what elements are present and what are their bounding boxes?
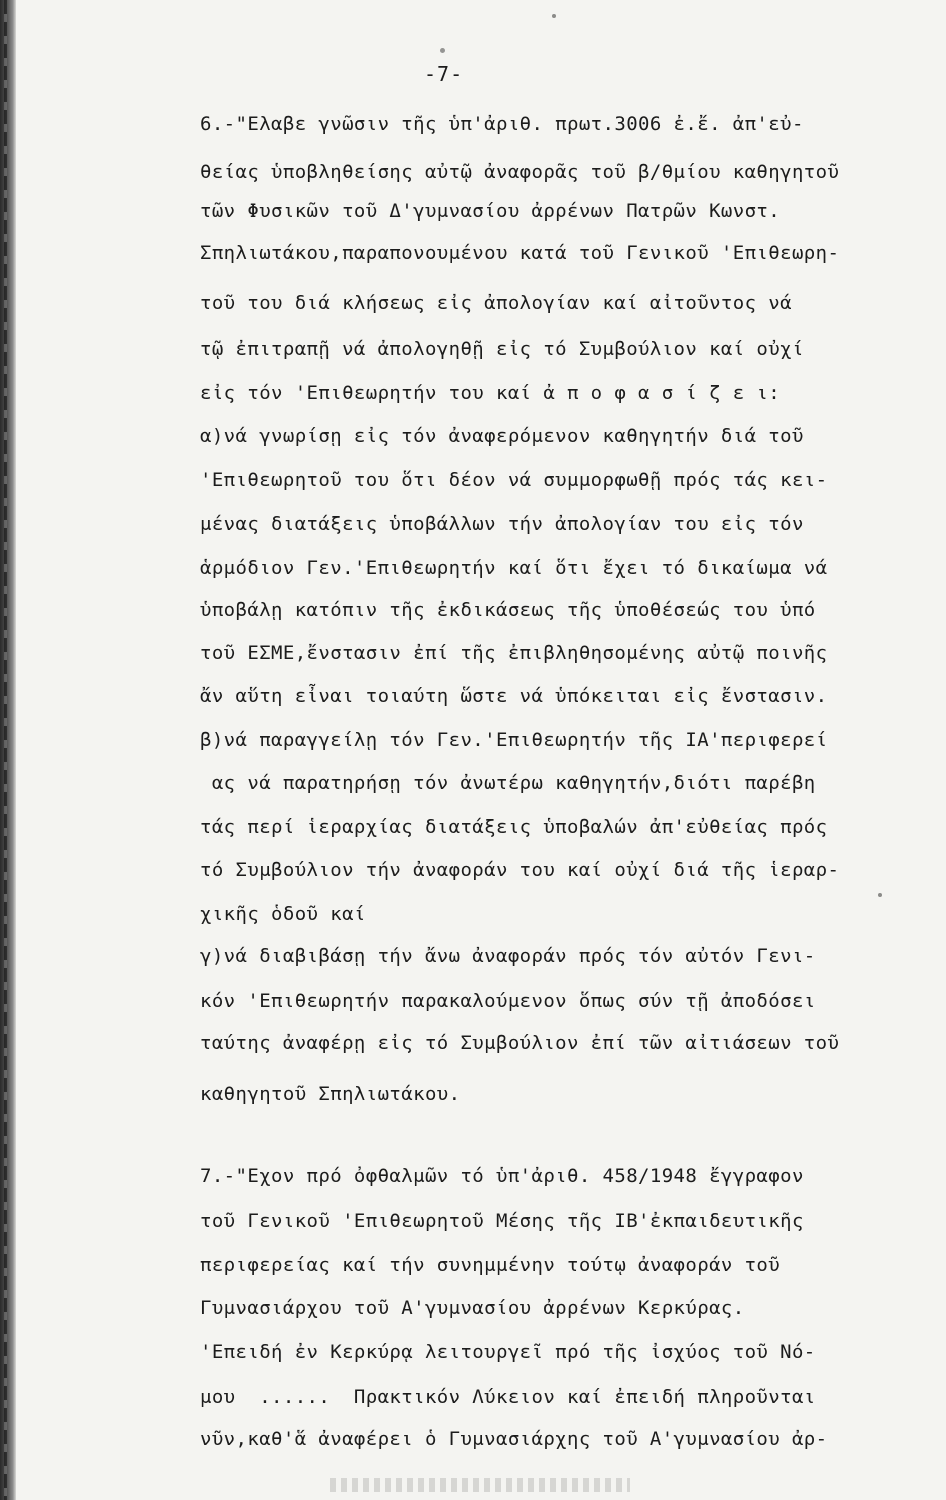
scan-speck: [878, 893, 882, 897]
text-line: α)νά γνωρίσῃ εἰς τόν ἀναφερόμενον καθηγητήν διά τοῦ: [200, 425, 804, 447]
text-line: τῶν Φυσικῶν τοῦ Δ'γυμνασίου ἀρρένων Πατρῶν Κωνστ.: [200, 200, 781, 222]
text-line: ὑποβάλῃ κατόπιν τῆς ἐκδικάσεως τῆς ὑποθέσεώς του ὑπό: [200, 599, 816, 621]
text-line: 'Επειδή ἐν Κερκύρᾳ λειτουργεῖ πρό τῆς ἰσχύος τοῦ Νό-: [200, 1341, 816, 1363]
text-line: Γυμνασιάρχου τοῦ Α'γυμνασίου ἀρρένων Κερκύρας.: [200, 1297, 745, 1319]
text-line: τάς περί ἱεραρχίας διατάξεις ὑποβαλών ἀπ'εὐθείας πρός: [200, 816, 828, 838]
text-line: νῦν,καθ'ἅ ἀναφέρει ὁ Γυμνασιάρχης τοῦ Α'γυμνασίου ἀρ-: [200, 1428, 828, 1450]
page-number: -7-: [424, 62, 464, 86]
text-line: μένας διατάξεις ὑποβάλλων τήν ἀπολογίαν του εἰς τόν: [200, 513, 804, 535]
text-line: τοῦ Γενικοῦ 'Επιθεωρητοῦ Μέσης τῆς ΙΒ'ἐκπαιδευτικῆς: [200, 1210, 804, 1232]
scan-speck: [552, 14, 556, 18]
text-line: χικῆς ὁδοῦ καί: [200, 903, 366, 925]
text-line: ας νά παρατηρήσῃ τόν ἀνωτέρω καθηγητήν,διότι παρέβη: [200, 772, 816, 794]
text-line: εἰς τόν 'Επιθεωρητήν του καί ἀ π ο φ α σ ί ζ ε ι:: [200, 382, 781, 404]
text-line: 'Επιθεωρητοῦ του ὅτι δέον νά συμμορφωθῇ πρός τάς κει-: [200, 469, 828, 491]
text-line: 7.-"Εχον πρό ὀφθαλμῶν τό ὑπ'ἀριθ. 458/1948 ἔγγραφον: [200, 1165, 804, 1187]
text-line: 6.-"Ελαβε γνῶσιν τῆς ὑπ'ἀριθ. πρωτ.3006 ἐ.ἔ. ἀπ'εὐ-: [200, 113, 804, 135]
text-line: β)νά παραγγείλῃ τόν Γεν.'Επιθεωρητήν τῆς ΙΑ'περιφερεί: [200, 729, 828, 751]
text-line: θείας ὑποβληθείσης αὐτῷ ἀναφορᾶς τοῦ β/θμίου καθηγητοῦ: [200, 161, 840, 183]
text-line: ἁρμόδιον Γεν.'Επιθεωρητήν καί ὅτι ἔχει τό δικαίωμα νά: [200, 557, 828, 579]
text-line: γ)νά διαβιβάσῃ τήν ἄνω ἀναφοράν πρός τόν αὐτόν Γενι-: [200, 945, 816, 967]
text-line: ἄν αὕτη εἶναι τοιαύτη ὥστε νά ὑπόκειται εἰς ἔνστασιν.: [200, 685, 828, 707]
text-line: καθηγητοῦ Σπηλιωτάκου.: [200, 1083, 461, 1105]
text-line: τοῦ ΕΣΜΕ,ἔνστασιν ἐπί τῆς ἐπιβληθησομένης αὐτῷ ποινῆς: [200, 642, 828, 664]
text-line: περιφερείας καί τήν συνημμένην τούτῳ ἀναφοράν τοῦ: [200, 1254, 781, 1276]
text-line: μου ...... Πρακτικόν Λύκειον καί ἐπειδή πληροῦνται: [200, 1386, 816, 1408]
text-line: τῷ ἐπιτραπῇ νά ἀπολογηθῇ εἰς τό Συμβούλιον καί οὐχί: [200, 338, 804, 360]
bleed-through-text: [330, 1478, 630, 1492]
text-line: τοῦ του διά κλήσεως εἰς ἀπολογίαν καί αἰτοῦντος νά: [200, 292, 792, 314]
text-line: τό Συμβούλιον τήν ἀναφοράν του καί οὐχί διά τῆς ἱεραρ-: [200, 859, 840, 881]
text-line: κόν 'Επιθεωρητήν παρακαλούμενον ὅπως σύν τῇ ἀποδόσει: [200, 990, 816, 1012]
text-line: Σπηλιωτάκου,παραπονουμένου κατά τοῦ Γενικοῦ 'Επιθεωρη-: [200, 242, 840, 264]
text-line: ταύτης ἀναφέρῃ εἰς τό Συμβούλιον ἐπί τῶν αἰτιάσεων τοῦ: [200, 1032, 840, 1054]
scan-binding-edge: [0, 0, 16, 1500]
